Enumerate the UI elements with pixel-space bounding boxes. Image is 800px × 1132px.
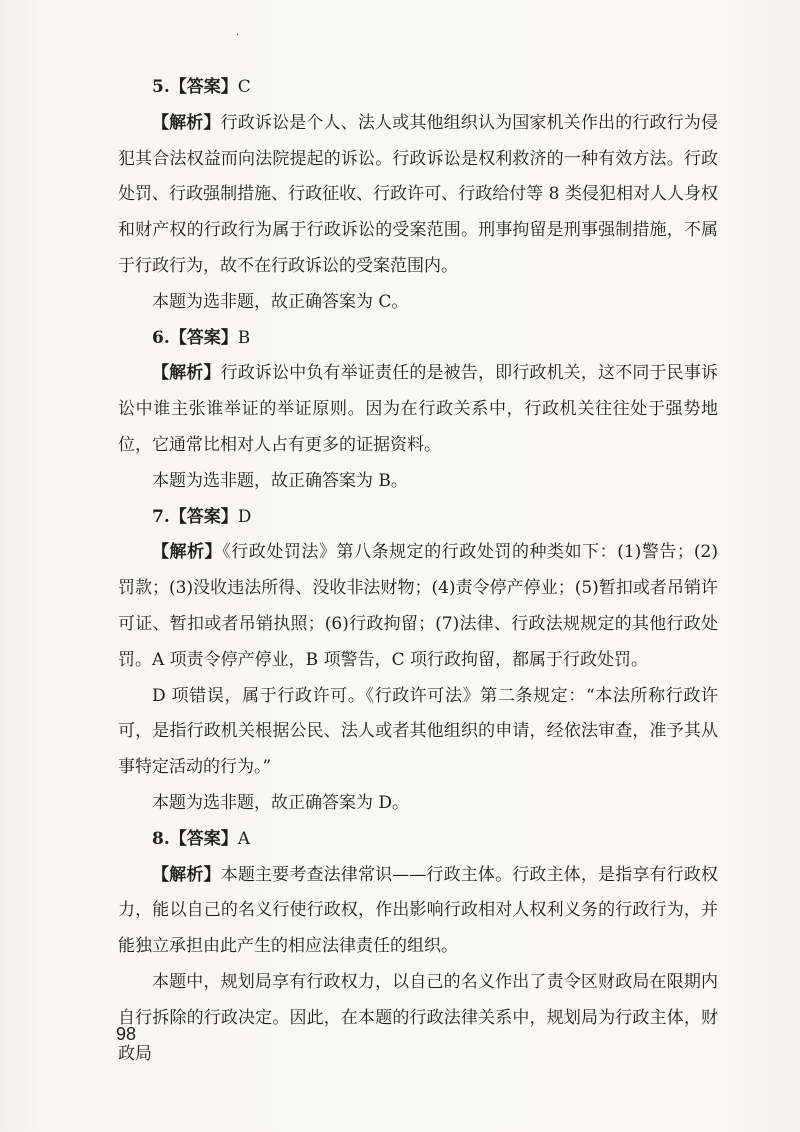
conclusion-6: 本题为选非题，故正确答案为 B。 bbox=[152, 470, 408, 491]
analysis-8: 【解析】本题主要考查法律常识——行政主体。行政主体，是指享有行政权力，能以自己的名义行使行政权，作出影响行政相对人权利义务的行政行为，并能独立承担由此产生的相应法律责任的组织。 bbox=[118, 864, 719, 957]
answer-8: 8.【答案】A bbox=[152, 828, 251, 849]
analysis-7: 【解析】《行政处罚法》第八条规定的行政处罚的种类如下：(1)警告；(2)罚款；(3)没收违法所得、没收非法财物；(4)责令停产停业；(5)暂扣或者吊销许可证、暂扣或者吊销执照；(6)行政拘留；(7)法律、行政法规规定的其他行政处罚。A 项责令停产停业，B 项警告，C 项行政拘留，都属于行政处罚。 bbox=[118, 542, 718, 670]
scan-mark: · bbox=[236, 30, 240, 41]
conclusion-7: 本题为选非题，故正确答案为 D。 bbox=[152, 792, 410, 813]
answer-explanations bbox=[118, 70, 718, 1072]
body-7: D 项错误，属于行政许可。《行政许可法》第二条规定：“本法所称行政许可，是指行政机关根据公民、法人或者其他组织的申请，经依法审查，准予其从事特定活动的行为。” bbox=[118, 685, 718, 778]
body-8: 本题中，规划局享有行政权力，以自己的名义作出了责令区财政局在限期内自行拆除的行政决定。因此，在本题的行政法律关系中，规划局为行政主体，财政局 bbox=[118, 971, 718, 1064]
page-number: 98 bbox=[116, 1024, 137, 1044]
answer-5: 5.【答案】C bbox=[152, 77, 251, 97]
conclusion-5: 本题为选非题，故正确答案为 C。 bbox=[152, 291, 409, 312]
analysis-5: 【解析】行政诉讼是个人、法人或其他组织认为国家机关作出的行政行为侵犯其合法权益而向法院提起的诉讼。行政诉讼是权利救济的一种有效方法。行政处罚、行政强制措施、行政征收、行政许可、行政给付等 8 类侵犯相对人人身权和财产权的行政行为属于行政诉讼的受案范围。刑事拘留是刑事强制措施，不属于行政行为，故不在行政诉讼的受案范围内。 bbox=[118, 112, 718, 276]
answer-7: 7.【答案】D bbox=[152, 506, 252, 527]
analysis-6: 【解析】行政诉讼中负有举证责任的是被告，即行政机关，这不同于民事诉讼中谁主张谁举证的举证原则。因为在行政关系中，行政机关往往处于强势地位，它通常比相对人占有更多的证据资料。 bbox=[118, 363, 718, 455]
answer-6: 6.【答案】B bbox=[152, 327, 251, 348]
